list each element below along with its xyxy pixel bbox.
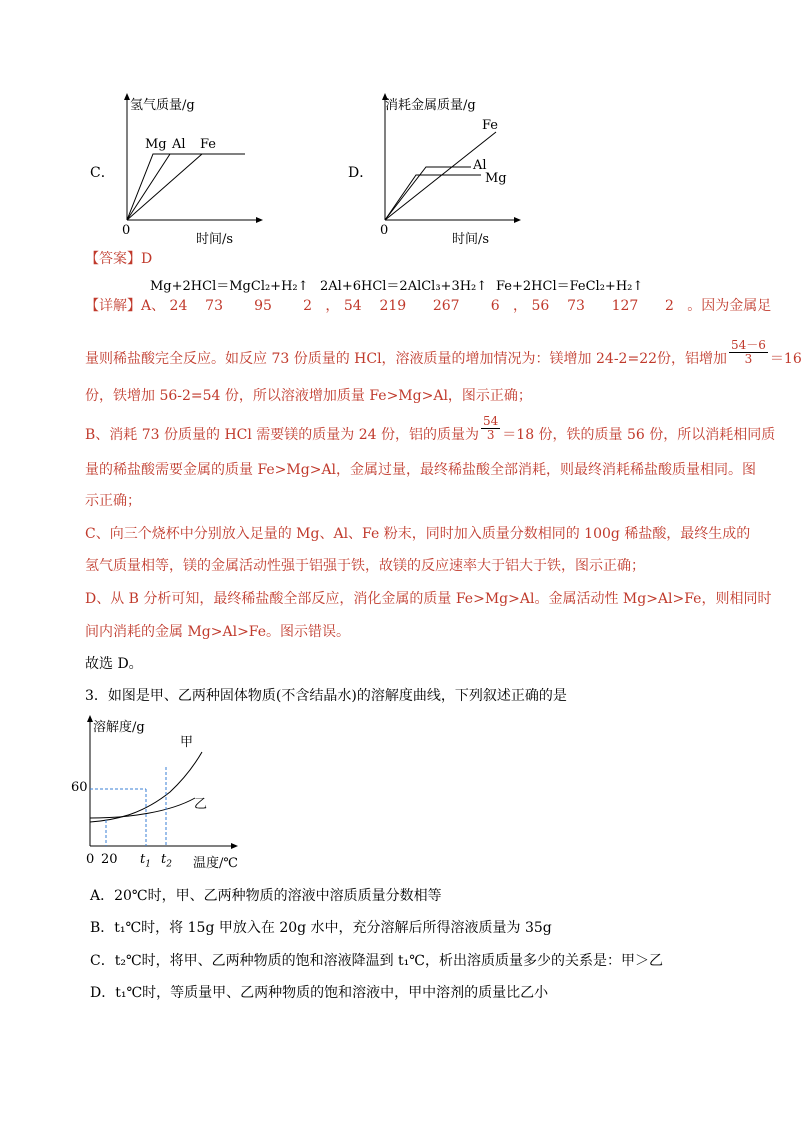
detail-line-2: [85, 337, 802, 369]
option-b: B．t₁℃时，将 15g 甲放入在 20g 水中，充分溶解后所得溶液质量为 35g: [90, 920, 552, 936]
answer-line: [85, 249, 725, 269]
fraction-1-denominator: 3: [744, 351, 753, 366]
graph-c-series-al: Al: [172, 137, 186, 152]
tick-20: 20: [101, 852, 118, 867]
graph-c-ylabel: 氢气质量/g: [130, 98, 195, 113]
fraction-1-numerator: 54－6: [731, 337, 766, 352]
detail-nums-2: 54 219 267 6 ，: [343, 298, 527, 314]
graph-d-xlabel: 时间/s: [452, 232, 490, 247]
detail-line-6: 示正确；: [85, 493, 141, 509]
solubility-chart: [60, 712, 260, 874]
graph-d-series-fe: Fe: [482, 118, 499, 133]
graph-c-mg-line: [127, 154, 245, 220]
equation-mg: Mg+2HCl＝MgCl₂+H₂↑: [150, 279, 309, 294]
detail-line-7: C、向三个烧杯中分别放入足量的 Mg、Al、Fe 粉末，同时加入质量分数相同的 100g 稀盐酸，最终生成的: [85, 526, 751, 542]
graph-c-series-mg: Mg: [145, 137, 167, 152]
fraction-2-numerator: 54: [483, 413, 499, 428]
detail-line-1: [85, 296, 772, 316]
detail-line-4: [85, 413, 776, 445]
label-yi: 乙: [194, 797, 208, 812]
detail-line-3: 份，铁增加 56-2=54 份，所以溶液增加质量 Fe>Mg>Al，图示正确；: [85, 388, 532, 404]
detail-nums-3: 56 73 127 2 。因为金属足: [531, 298, 772, 314]
graph-c-fe-line: [127, 154, 202, 220]
detail-line-11: 故选 D。: [85, 656, 143, 672]
graph-c-al-line: [127, 154, 170, 220]
tick-t2-text: t: [161, 852, 167, 867]
detail-tag: 【详解】: [85, 298, 141, 314]
tick-t1-text: t: [140, 852, 146, 867]
tick-t1: [140, 852, 151, 870]
option-a: A．20℃时，甲、乙两种物质的溶液中溶质质量分数相等: [90, 888, 442, 904]
solubility-ylabel: 溶解度/g: [93, 720, 145, 735]
fraction-1: [729, 339, 768, 366]
tick-0: 0: [86, 852, 95, 867]
detail-line-4-text-b: ＝18 份，铁的质量 56 份，所以消耗相同质: [502, 427, 776, 443]
graph-d-series-mg: Mg: [485, 171, 507, 186]
graph-c-series-fe: Fe: [200, 137, 217, 152]
graph-d-label: D．: [348, 165, 374, 181]
fraction-2-denominator: 3: [486, 427, 495, 442]
solubility-xlabel: 温度/℃: [193, 856, 238, 871]
curve-yi: [90, 798, 195, 818]
tick-t2-sub: 2: [166, 859, 172, 870]
option-c: C．t₂℃时，将甲、乙两种物质的饱和溶液降温到 t₁℃，析出溶质质量多少的关系是：甲＞乙: [90, 953, 663, 969]
answer-tag: 【答案】: [85, 251, 141, 267]
graph-c-origin: 0: [122, 223, 131, 238]
equation-fe: Fe+2HCl＝FeCl₂+H₂↑: [496, 279, 644, 294]
graph-d-origin: 0: [380, 223, 389, 238]
detail-line-10: 间内消耗的金属 Mg>Al>Fe。图示错误。: [85, 624, 351, 640]
graph-d-fe-line: [385, 132, 496, 220]
label-jia: 甲: [180, 735, 194, 750]
equation-al: 2Al+6HCl＝2AlCl₃+3H₂↑: [320, 279, 488, 294]
detail-line-4-text-a: B、消耗 73 份质量的 HCl 需要镁的质量为 24 份，铝的质量为: [85, 427, 480, 443]
graph-d-ylabel: 消耗金属质量/g: [385, 98, 476, 113]
detail-line-2-text: 量则稀盐酸完全反应。如反应 73 份质量的 HCl，溶液质量的增加情况为：镁增加 24-2=22份，铝增加: [85, 351, 728, 367]
graph-d-series-al: Al: [473, 158, 487, 173]
option-d: D．t₁℃时，等质量甲、乙两种物质的饱和溶液中，甲中溶剂的质量比乙小: [90, 985, 549, 1001]
detail-line-8: 氢气质量相等，镁的金属活动性强于铝强于铁，故镁的反应速率大于铝大于铁，图示正确；: [85, 558, 645, 574]
detail-nums-1: A、 24 73 95 2 ，: [141, 298, 340, 314]
graph-c-label: C．: [90, 165, 115, 181]
detail-line-5: 量的稀盐酸需要金属的质量 Fe>Mg>Al，金属过量，最终稀盐酸全部消耗，则最终消耗稀盐酸质量相同。图: [85, 462, 757, 478]
tick-t2: [161, 852, 172, 870]
tick-60: 60: [71, 780, 88, 795]
q3-stem: 3．如图是甲、乙两种固体物质(不含结晶水)的溶解度曲线，下列叙述正确的是: [85, 688, 567, 704]
answer-value: D: [141, 251, 153, 267]
detail-line-9: D、从 B 分析可知，最终稀盐酸全部反应，消化金属的质量 Fe>Mg>Al。金属活动性 Mg>Al>Fe，则相同时: [85, 591, 772, 607]
graph-c-xlabel: 时间/s: [196, 232, 234, 247]
fraction-2: [481, 415, 500, 442]
tick-t1-sub: 1: [145, 859, 151, 870]
fraction-1-result: ＝16: [769, 351, 802, 367]
